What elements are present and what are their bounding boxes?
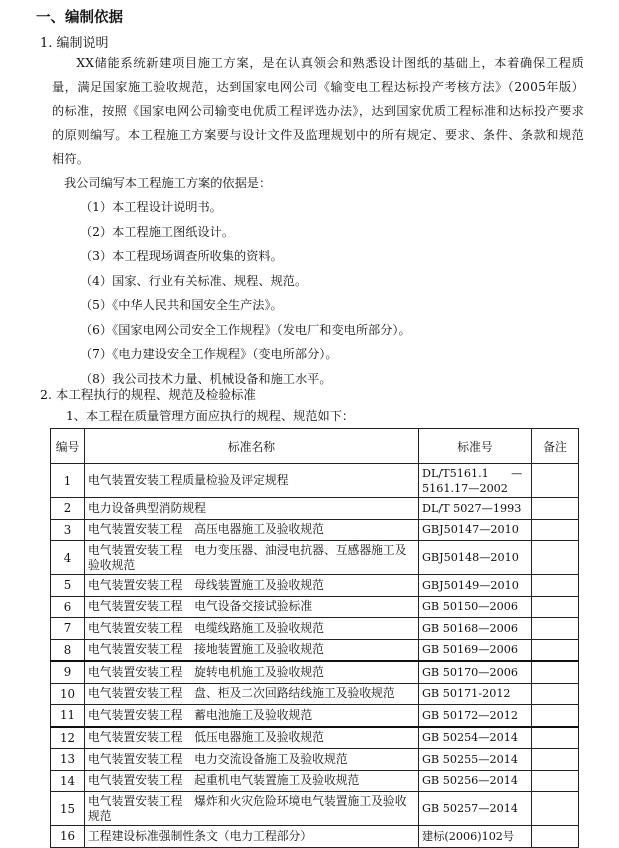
table-row — [51, 639, 579, 661]
cell-name: 电气装置安装工程 盘、柜及二次回路结线施工及验收规范 — [85, 683, 419, 705]
cell-std: GB 50170—2006 — [419, 661, 532, 683]
list-item: （7）《电力建设安全工作规程》（变电所部分）。 — [80, 347, 338, 361]
list-item: （1）本工程设计说明书。 — [80, 200, 222, 214]
cell-note — [532, 464, 579, 498]
cell-std: GB 50169—2006 — [419, 639, 532, 661]
cell-no: 13 — [51, 749, 85, 771]
cell-no: 12 — [51, 727, 85, 749]
cell-std: GB 50257—2014 — [419, 792, 532, 826]
list-item: （6）《国家电网公司安全工作规程》（发电厂和变电所部分）。 — [80, 322, 411, 337]
cell-std: DL/T5161.1 —5161.17—2002 — [419, 464, 532, 498]
cell-note — [532, 541, 579, 575]
cell-name: 电气装置安装工程 爆炸和火灾危险环境电气装置施工及验收规范 — [85, 792, 419, 826]
cell-no: 3 — [51, 519, 85, 541]
cell-note — [532, 727, 579, 749]
cell-name: 电气装置安装工程 电力交流设备施工及验收规范 — [85, 749, 419, 771]
cell-no: 9 — [51, 661, 85, 683]
cell-std: 建标(2006)102号 — [419, 826, 532, 848]
cell-name: 电气装置安装工程 起重机电气装置施工及验收规范 — [85, 770, 419, 792]
cell-no: 7 — [51, 618, 85, 640]
table-row — [51, 727, 579, 749]
cell-note — [532, 596, 579, 618]
cell-note — [532, 498, 579, 520]
cell-name: 电气装置安装工程 旋转电机施工及验收规范 — [85, 661, 419, 683]
cell-no: 1 — [51, 464, 85, 498]
list-item: （4）国家、行业有关标准、规程、规范。 — [80, 273, 308, 288]
table-row — [51, 770, 579, 792]
cell-note — [532, 519, 579, 541]
cell-no: 5 — [51, 575, 85, 597]
list-item: （5）《中华人民共和国安全生产法》。 — [80, 298, 283, 312]
description-paragraph: XX储能系统新建项目施工方案，是在认真领会和熟悉设计图纸的基础上，本着确保工程质量，满足国家施工验收规范，达到国家电网公司《输变电工程达标投产考核方法》（2005年版）的标准，按照《国家电网公司输变电优质工程评选办法》，达到国家优质工程标准和达标投产要求的原则编写。本工程施工方案要与设计文件及监理规划中的所有规定、要求、条件、条款和规范相符。 — [52, 56, 584, 166]
table-row — [51, 519, 579, 541]
cell-no: 11 — [51, 705, 85, 727]
cell-no: 8 — [51, 639, 85, 661]
subsection-title-2: 2. 本工程执行的规程、规范及检验标准 — [40, 387, 256, 402]
cell-name: 工程建设标准强制性条文（电力工程部分） — [85, 826, 419, 848]
table-row — [51, 541, 579, 575]
cell-note — [532, 826, 579, 848]
table-row — [51, 683, 579, 705]
section-title: 一、编制依据 — [36, 9, 123, 26]
cell-note — [532, 749, 579, 771]
cell-no: 10 — [51, 683, 85, 705]
subsection-title-2-1: 1、本工程在质量管理方面应执行的规程、规范如下： — [66, 409, 355, 423]
table-row — [51, 826, 579, 848]
cell-name: 电气装置安装工程 母线装置施工及验收规范 — [85, 575, 419, 597]
cell-no: 15 — [51, 792, 85, 826]
table-row — [51, 749, 579, 771]
cell-std: GB 50255—2014 — [419, 749, 532, 771]
cell-name: 电力设备典型消防规程 — [85, 498, 419, 520]
cell-note — [532, 683, 579, 705]
subsection-title-1: 1. 编制说明 — [40, 36, 109, 51]
cell-note — [532, 661, 579, 683]
cell-name: 电气装置安装工程 电缆线路施工及验收规范 — [85, 618, 419, 640]
cell-note — [532, 639, 579, 661]
table-row — [51, 464, 579, 498]
table-row — [51, 661, 579, 683]
header-std: 标准号 — [419, 429, 532, 464]
table-header-row — [51, 429, 579, 464]
cell-name: 电气装置安装工程 电气设备交接试验标准 — [85, 596, 419, 618]
cell-name: 电气装置安装工程 高压电器施工及验收规范 — [85, 519, 419, 541]
cell-std: GB 50254—2014 — [419, 727, 532, 749]
cell-std: GBJ50147—2010 — [419, 519, 532, 541]
table-row — [51, 705, 579, 727]
list-item: （3）本工程现场调查所收集的资料。 — [80, 249, 283, 263]
cell-note — [532, 705, 579, 727]
cell-std: GBJ50149—2010 — [419, 575, 532, 597]
cell-note — [532, 575, 579, 597]
cell-name: 电气装置安装工程 低压电器施工及验收规范 — [85, 727, 419, 749]
table-body — [51, 464, 579, 848]
table-row — [51, 575, 579, 597]
cell-note — [532, 792, 579, 826]
cell-std: GB 50168—2006 — [419, 618, 532, 640]
standards-table — [50, 428, 579, 848]
cell-name: 电气装置安装工程质量检验及评定规程 — [85, 464, 419, 498]
basis-intro: 我公司编写本工程施工方案的依据是： — [64, 176, 272, 190]
cell-std: GB 50172—2012 — [419, 705, 532, 727]
list-item: （8）我公司技术力量、机械设备和施工水平。 — [80, 371, 332, 386]
cell-std: GB 50256—2014 — [419, 770, 532, 792]
cell-name: 电气装置安装工程 接地装置施工及验收规范 — [85, 639, 419, 661]
list-item: （2）本工程施工图纸设计。 — [80, 224, 235, 239]
cell-note — [532, 618, 579, 640]
cell-no: 16 — [51, 826, 85, 848]
table-row — [51, 498, 579, 520]
cell-std: DL/T 5027—1993 — [419, 498, 532, 520]
header-name: 标准名称 — [85, 429, 419, 464]
basis-list — [80, 195, 411, 391]
cell-note — [532, 770, 579, 792]
cell-std: GB 50150—2006 — [419, 596, 532, 618]
cell-no: 4 — [51, 541, 85, 575]
header-no: 编号 — [51, 429, 85, 464]
table-row — [51, 596, 579, 618]
cell-name: 电气装置安装工程 蓄电池施工及验收规范 — [85, 705, 419, 727]
cell-no: 6 — [51, 596, 85, 618]
cell-std: GBJ50148—2010 — [419, 541, 532, 575]
table-row — [51, 792, 579, 826]
cell-std: GB 50171-2012 — [419, 683, 532, 705]
cell-name: 电气装置安装工程 电力变压器、油浸电抗器、互感器施工及验收规范 — [85, 541, 419, 575]
cell-no: 2 — [51, 498, 85, 520]
header-note: 备注 — [532, 429, 579, 464]
cell-no: 14 — [51, 770, 85, 792]
table-row — [51, 618, 579, 640]
